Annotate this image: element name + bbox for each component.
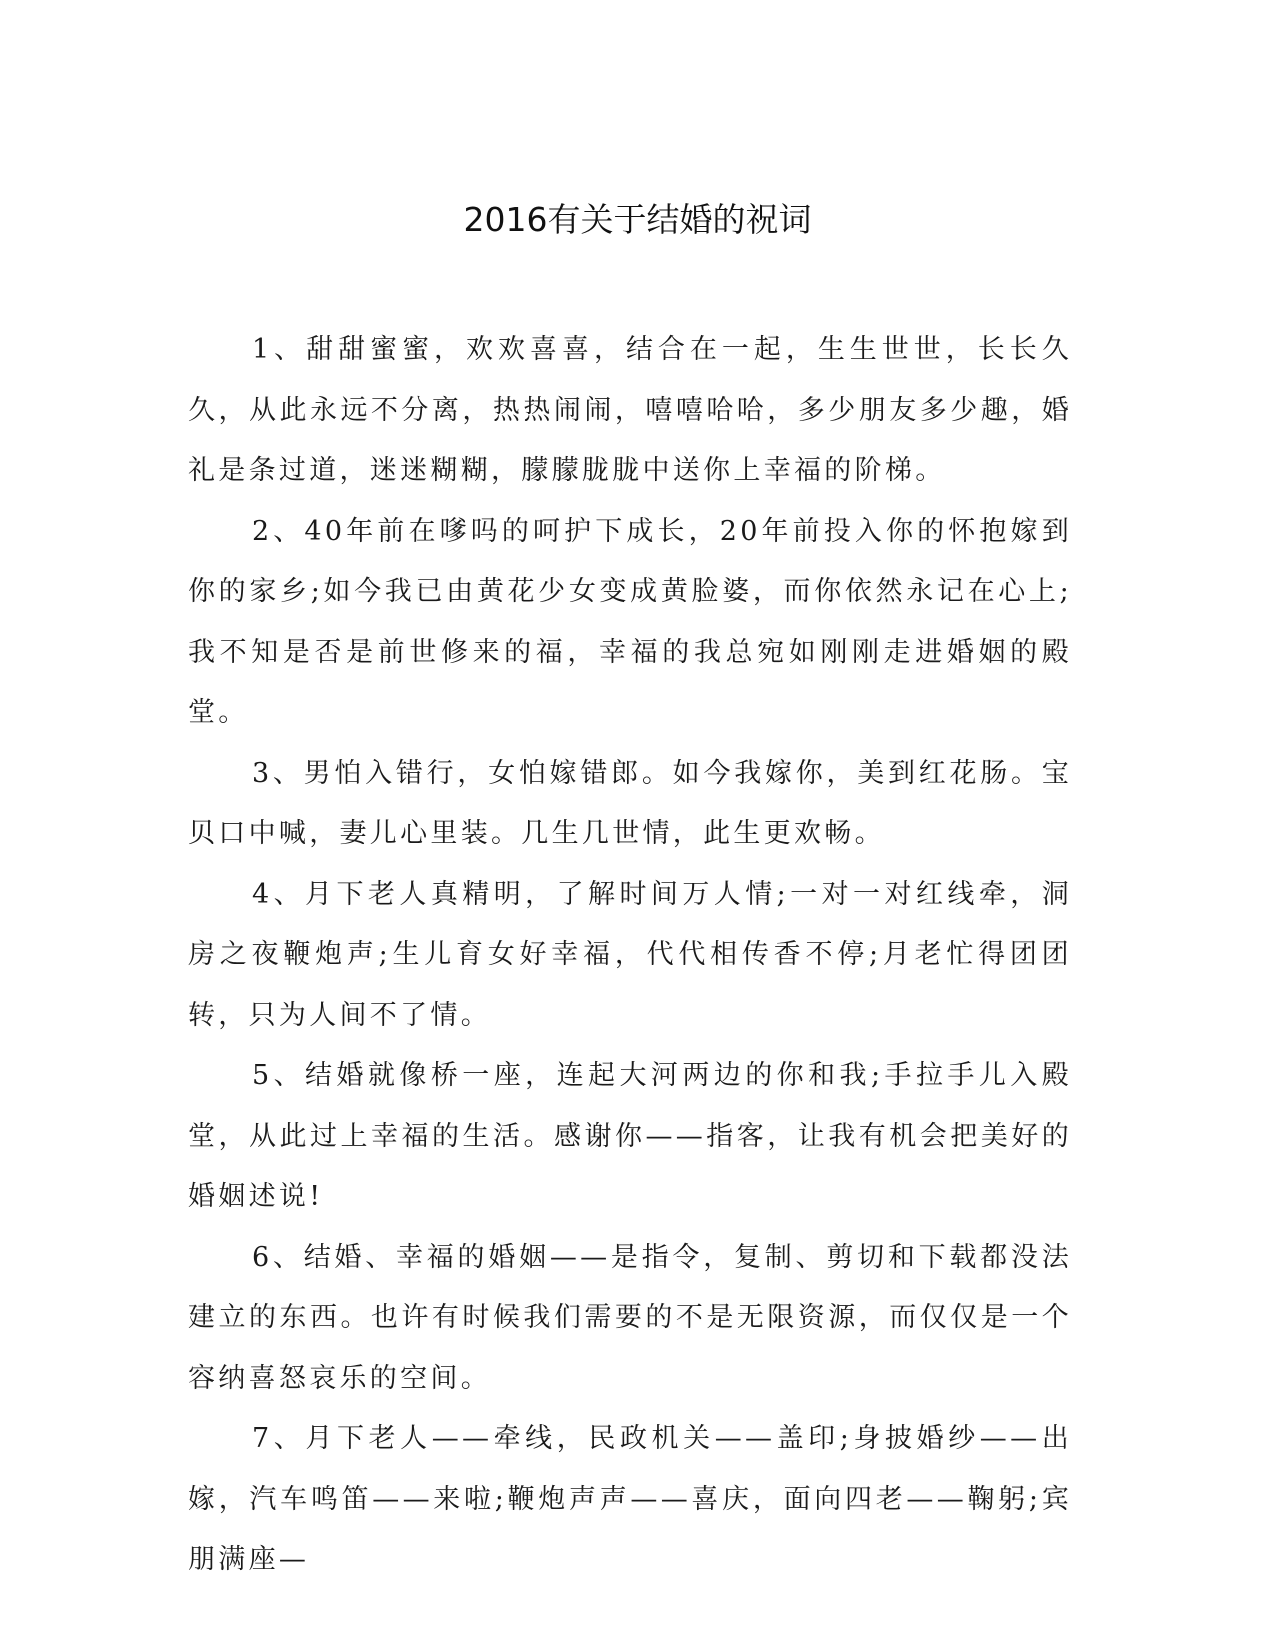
paragraph-7: 7、月下老人——牵线，民政机关——盖印;身披婚纱——出嫁，汽车鸣笛——来啦;鞭炮声声——喜庆，面向四老——鞠躬;宾朋满座— — [188, 1423, 1072, 1575]
paragraph-1: 1、甜甜蜜蜜，欢欢喜喜，结合在一起，生生世世，长长久久，从此永远不分离，热热闹闹，嘻嘻哈哈，多少朋友多少趣，婚礼是条过道，迷迷糊糊，朦朦胧胧中送你上幸福的阶梯。 — [188, 334, 1072, 486]
document-body — [188, 320, 1072, 1591]
paragraph-6: 6、结婚、幸福的婚姻——是指令，复制、剪切和下载都没法建立的东西。也许有时候我们需要的不是无限资源，而仅仅是一个容纳喜怒哀乐的空间。 — [188, 1241, 1072, 1394]
paragraph-4: 4、月下老人真精明，了解时间万人情;一对一对红线牵，洞房之夜鞭炮声;生儿育女好幸福，代代相传香不停;月老忙得团团转，只为人间不了情。 — [188, 878, 1072, 1031]
paragraph-5: 5、结婚就像桥一座，连起大河两边的你和我;手拉手儿入殿堂，从此过上幸福的生活。感谢你——指客，让我有机会把美好的婚姻述说! — [188, 1060, 1072, 1212]
paragraph-2: 2、40年前在嗲吗的呵护下成长，20年前投入你的怀抱嫁到你的家乡;如今我已由黄花少女变成黄脸婆，而你依然永记在心上;我不知是否是前世修来的福，幸福的我总宛如刚刚走进婚姻的殿堂。 — [188, 515, 1072, 728]
document-title: 2016有关于结婚的祝词 — [463, 200, 812, 239]
paragraph-3: 3、男怕入错行，女怕嫁错郎。如今我嫁你，美到红花肠。宝贝口中喊，妻儿心里装。几生几世情，此生更欢畅。 — [188, 757, 1072, 849]
